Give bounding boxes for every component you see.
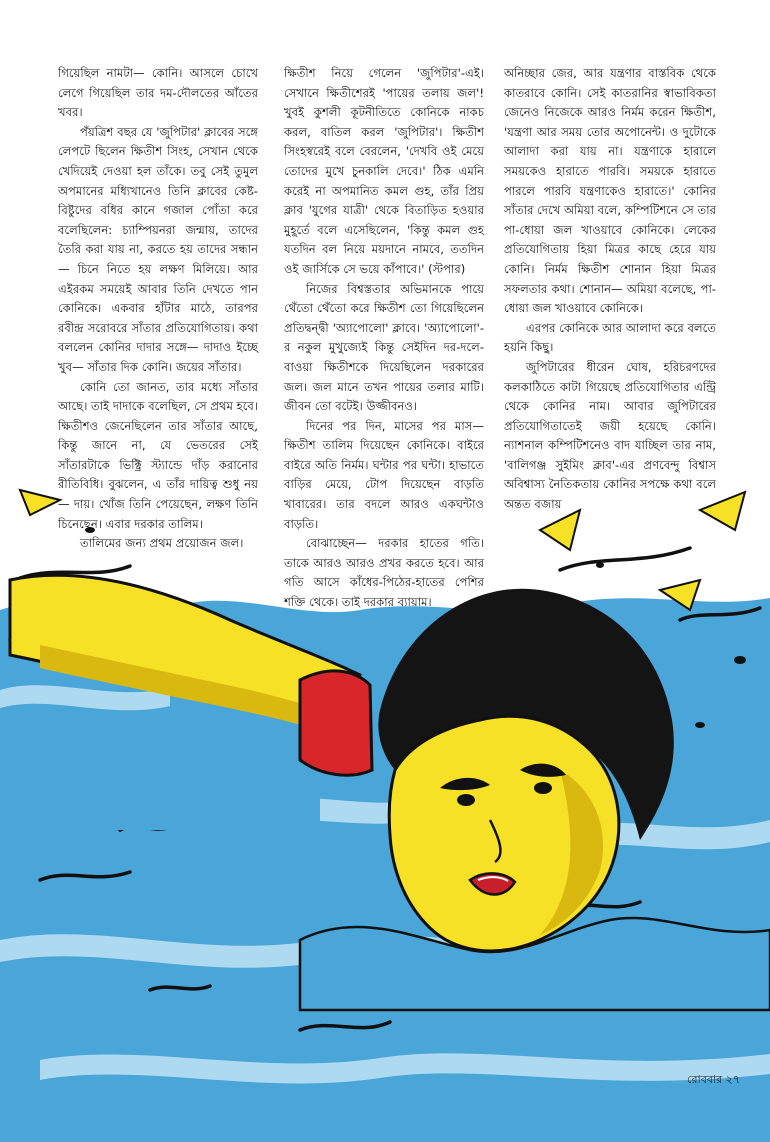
article-column-1 [58,64,258,554]
paragraph: তালিমের জন্য প্রথম প্রয়োজন জল। [80,536,244,551]
page-footer: রোববার ২৭ [687,1073,740,1086]
front-wave-left [0,757,320,830]
paragraph: গিয়েছিল নামটা— কোনি। আসলে চোখে লেগে গিয়েছিল তার দম-দৌলতের আঁতের খবর। [58,66,258,120]
paragraph: এরপর কোনিকে আর আলাদা করে বলতে হয়নি কিছু। [504,320,716,355]
paragraph: জুপিটারের ধীরেন ঘোষ, হরিচরণদের কলকাঠিতে কাটা গিয়েছে প্রতিযোগিতার এন্ট্রি থেকে কোনির নাম। আবার জুপিটারের প্রতিযোগিতাতেই জয়ী হয়েছে কোনি। ন্যাশনাল কম্পিটিশনেও বাদ যাচ্ছিল তার নাম, 'বালিগঞ্জ সুইমিং ক্লাব'-এর প্রণবেন্দু বিশ্বাস অবিশ্বাস্য নৈতিকতায় কোনির সপক্ষে কথা বলে অন্তত বজায় [504,359,716,512]
swimsuit [300,671,372,775]
paragraph: পঁয়ত্রিশ বছর যে 'জুপিটার' ক্লাবের সঙ্গে লেপটে ছিলেন ক্ষিতীশ সিংহ, সেখান থেকে খেদিয়েই দেওয়া হল তাঁকে। তবু সেই তুমুল অপমানের মধ্যিখানেও তিনি ক্লাবের কেষ্ট-বিষ্টুদের বধির কানে গজাল পোঁতা করে বলেছিলেন: চ্যাম্পিয়নরা জন্মায়, তাদের তৈরি করা যায় না, করতে হয় তাদের সন্ধান— চিনে নিতে হয় লক্ষণ মিলিয়ে। আর এইরকম সময়েই আবার তিনি দেখতে পান কোনিকে। একবার হাঁটার মাঠে, তারপর রবীন্দ্র সরোবরে সাঁতার প্রতিযোগিতায়। কথা বললেন কোনির দাদার সঙ্গে— দাদাও ইচ্ছে খুব— সাঁতার দিক কোনি। জয়ের সাঁতার। [58,124,258,374]
article-column-2 [284,64,484,613]
paragraph: অনিচ্ছার জের, আর যন্ত্রণার বাস্তবিক থেকে কাতরাবে কোনি। সেই কাতরানির স্বাভাবিকতা জেনেও নিজেকে আরও নির্মম করেন ক্ষিতীশ, 'যন্ত্রণা আর সময় তোর অপোনেন্ট। ও দুটোকে আলাদা করা যায় না। যন্ত্রণাকে হারালে সময়কেও হারাতে পারবি। সময়কে হারাতে পারলে পারবি যন্ত্রণাকেও হারাতে।' কোনির সাঁতার দেখে অমিয়া বলে, কম্পিটিশনে সে তার পা-ধোয়া জল খাওয়াবে কোনিকে। লেকের প্রতিযোগিতায় হিয়া মিত্রর কাছে হেরে যায় কোনি। নির্মম ক্ষিতীশ শোনান হিয়া মিত্রর সফলতার কথা। শোনান— অমিয়া বলেছে, পা-ধোয়া জল খাওয়াবে কোনিকে। [504,66,716,316]
paragraph: কোনি তো জানত, তার মধ্যে সাঁতার আছে। তাই দাদাকে বলেছিল, সে প্রথম হবে। ক্ষিতীশও জেনেছিলেন তার সাঁতার আছে, কিন্তু জানে না, যে ভেতরের সেই সাঁতারটাকে ভিক্ট্রি স্ট্যান্ডে দাঁড় করানোর রীতিবিধি। বুঝলেন, এ তাঁর দায়িত্ব শুধু নয়— দায়। খোঁজ তিনি পেয়েছেন, লক্ষণ তিনি চিনেছেন। এবার দরকার তালিম। [58,379,258,531]
article-column-3 [504,64,716,515]
paragraph: দিনের পর দিন, মাসের পর মাস— ক্ষিতীশ তালিম দিয়েছেন কোনিকে। বাইরে বাইরে অতি নির্মম। ঘন্টার পর ঘন্টা। হাভাতে বাড়ির মেয়ে, টোপ দিয়েছেন বাড়তি খাবারের। তার বদলে আরও একঘন্টাও বাড়তি। [284,418,484,531]
paragraph: ক্ষিতীশ নিয়ে গেলেন 'জুপিটার'-এই। সেখানে ক্ষিতীশেরই 'পায়ের তলায় জল'! খুবই কুশলী কূটনীতিতে কোনিকে নাকচ করল, বাতিল করল 'জুপিটার'। ক্ষিতীশ সিংহস্বরেই বলে বেরলেন, 'দেখবি ওই মেয়ে তোদের মুখে চুনকালি দেবে।' ঠিক এমনি করেই না অপমানিত কমল গুহ, তাঁর প্রিয় ক্লাব 'যুগের যাত্রী' থেকে বিতাড়িত হওয়ার মুহূর্তে বলে এসেছিলেন, 'কিন্তু কমল গুহ যতদিন বল নিয়ে ময়দানে নামবে, ততদিন ওই জার্সিকে সে ভয়ে কাঁপাবে।' (স্টপার) [284,66,484,276]
paragraph: নিজের বিশ্বস্ততার অভিমানকে পায়ে থেঁতো থেঁতো করে ক্ষিতীশ তো গিয়েছিলেন প্রতিদ্বন্দ্বী 'অ্যাপোলো' ক্লাবে। 'অ্যাপোলো'-র নকুল মুখুজ্যেই কিন্তু সেইদিন দর-দলে-বাওয়া ক্ষিতীশকে দিয়েছিলেন দরকারের জল। জল মানে তখন পায়ের তলার মাটি। জীবন তো বটেই। উজ্জীবনও। [284,281,484,414]
paragraph: বোঝাচ্ছেন— দরকার হাতের গতি। তাকে আরও আরও প্রখর করতে হবে। আর গতি আসে কাঁধের-পিঠের-হাতের পেশির শক্তি থেকে। তাই দরকার ব্যায়াম। [284,536,484,610]
